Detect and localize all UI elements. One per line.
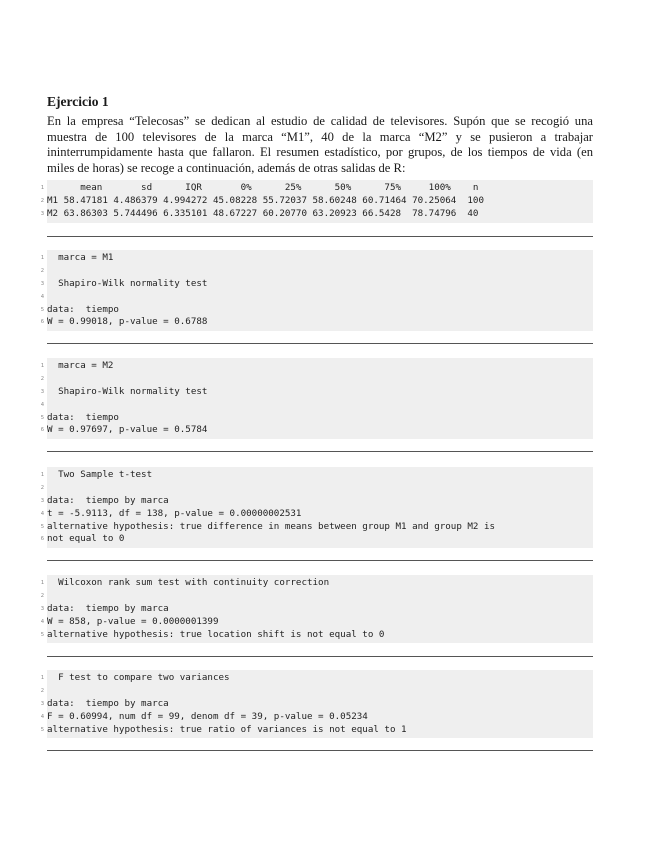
line-number: 1 [40, 472, 44, 478]
exercise-title: Ejercicio 1 [47, 94, 109, 109]
code-line [40, 360, 593, 373]
line-number: 1 [40, 255, 44, 261]
line-number: 4 [40, 401, 44, 408]
code-line [40, 615, 593, 629]
code-text: Shapiro-Wilk normality test [47, 277, 208, 289]
code-line [40, 628, 593, 642]
code-text: alternative hypothesis: true difference in means between group M1 and group M2 is [47, 520, 496, 532]
code-text: Shapiro-Wilk normality test [47, 385, 208, 397]
code-line [40, 411, 593, 425]
exercise-intro: En la empresa “Telecosas” se dedican al estudio de calidad de televisores. Supón que se recogió una muestra de 100 televisores de la marca “M1”, 40 de la marca “M2” y se pusieron a trabajar ininterrumpidamente hasta que fallaron. El resumen estadístico, por grupos, de los tiempos de vida (en miles de horas) se recoge a continuación, además de otras salidas de R: [47, 114, 593, 175]
code-text: W = 0.97697, p-value = 0.5784 [47, 424, 208, 436]
code-line [40, 602, 593, 616]
line-number: 4 [40, 510, 44, 517]
code-line [40, 424, 593, 437]
code-text: mean sd IQR 0% 25% 50% 75% 100% n [47, 182, 479, 193]
code-line [40, 507, 593, 521]
line-number: 5 [40, 306, 44, 313]
code-text: W = 0.99018, p-value = 0.6788 [47, 316, 208, 328]
line-number: 5 [40, 726, 44, 733]
line-number: 5 [40, 523, 44, 530]
code-text: data: tiempo by marca [47, 697, 169, 709]
line-number: 2 [40, 197, 44, 204]
separator-rule [47, 451, 593, 452]
line-number: 2 [40, 687, 44, 694]
code-line [40, 399, 593, 412]
line-number: 1 [40, 580, 44, 586]
line-number: 3 [40, 700, 44, 707]
code-line [40, 685, 593, 698]
line-number: 6 [40, 427, 44, 434]
code-block-wilcoxon [40, 575, 593, 643]
line-number: 6 [40, 536, 44, 543]
separator-rule [47, 750, 593, 751]
code-line [40, 577, 593, 590]
code-line [40, 182, 593, 195]
code-text: data: tiempo [47, 303, 119, 315]
code-text: F test to compare two variances [47, 672, 230, 683]
code-line [40, 482, 593, 495]
line-number: 3 [40, 497, 44, 504]
line-number: 4 [40, 713, 44, 720]
code-line [40, 291, 593, 304]
code-block-shapiro-m2 [40, 358, 593, 439]
line-number: 2 [40, 375, 44, 382]
line-number: 1 [40, 675, 44, 681]
code-block-summary [40, 180, 593, 223]
code-line [40, 265, 593, 278]
code-text: data: tiempo [47, 411, 119, 423]
line-number: 2 [40, 484, 44, 491]
code-block-t-test [40, 467, 593, 548]
code-block-f-test [40, 670, 593, 738]
line-number: 3 [40, 388, 44, 395]
line-number: 2 [40, 267, 44, 274]
code-line [40, 710, 593, 724]
code-line [40, 207, 593, 221]
line-number: 3 [40, 210, 44, 217]
code-line [40, 303, 593, 317]
code-block-shapiro-m1 [40, 250, 593, 331]
code-text: data: tiempo by marca [47, 602, 169, 614]
code-text: M2 63.86303 5.744496 6.335101 48.67227 60.20770 63.20923 66.5428 78.74796 40 [47, 207, 479, 219]
code-line [40, 385, 593, 399]
line-number: 4 [40, 293, 44, 300]
code-line [40, 194, 593, 208]
code-line [40, 520, 593, 534]
code-line [40, 316, 593, 329]
code-text: F = 0.60994, num df = 99, denom df = 39, p-value = 0.05234 [47, 710, 368, 722]
line-number: 1 [40, 185, 44, 191]
code-line [40, 672, 593, 685]
line-number: 2 [40, 592, 44, 599]
separator-rule [47, 236, 593, 237]
line-number: 3 [40, 280, 44, 287]
code-line [40, 533, 593, 546]
code-text: marca = M2 [47, 360, 114, 371]
code-line [40, 469, 593, 482]
code-line [40, 373, 593, 386]
code-text: Two Sample t-test [47, 469, 153, 480]
code-line [40, 277, 593, 291]
code-text: Wilcoxon rank sum test with continuity correction [47, 577, 330, 588]
code-line [40, 723, 593, 737]
line-number: 5 [40, 414, 44, 421]
code-text: M1 58.47181 4.486379 4.994272 45.08228 55.72037 58.60248 60.71464 70.25064 100 [47, 194, 484, 206]
code-text: t = -5.9113, df = 138, p-value = 0.00000002531 [47, 507, 302, 519]
line-number: 4 [40, 618, 44, 625]
separator-rule [47, 343, 593, 344]
separator-rule [47, 656, 593, 657]
line-number: 1 [40, 363, 44, 369]
code-line [40, 494, 593, 508]
line-number: 3 [40, 605, 44, 612]
code-line [40, 697, 593, 711]
code-text: data: tiempo by marca [47, 494, 169, 506]
line-number: 6 [40, 319, 44, 326]
code-text: alternative hypothesis: true ratio of variances is not equal to 1 [47, 723, 407, 735]
code-text: not equal to 0 [47, 533, 125, 545]
line-number: 5 [40, 631, 44, 638]
code-line [40, 590, 593, 603]
separator-rule [47, 560, 593, 561]
code-text: marca = M1 [47, 252, 114, 263]
code-text: W = 858, p-value = 0.0000001399 [47, 615, 219, 627]
code-line [40, 252, 593, 265]
code-text: alternative hypothesis: true location shift is not equal to 0 [47, 628, 385, 640]
